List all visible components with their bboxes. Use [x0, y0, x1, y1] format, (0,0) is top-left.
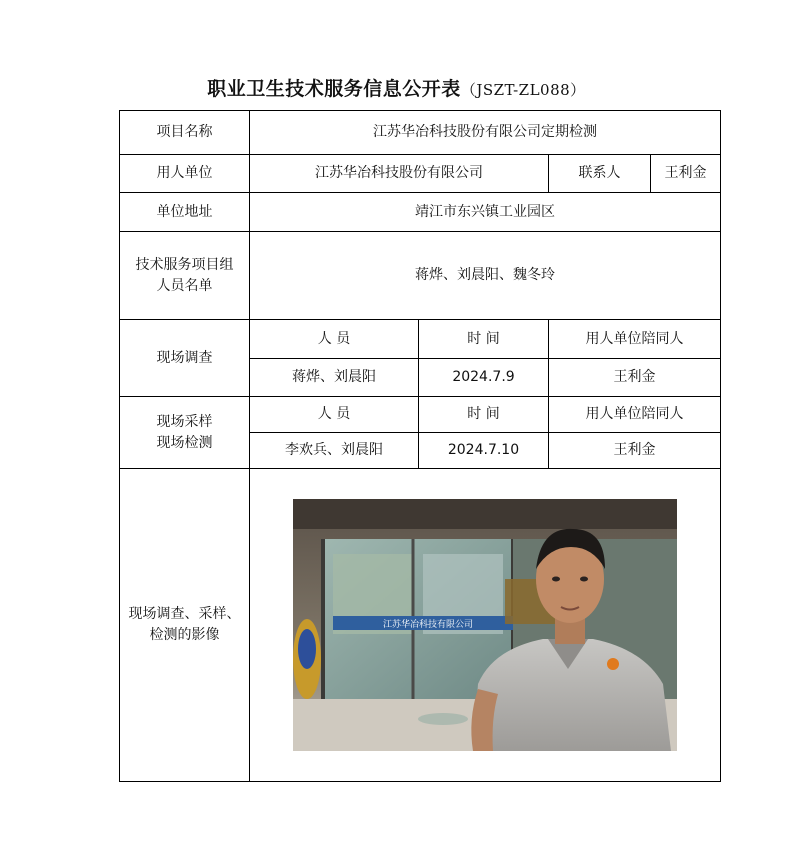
row-survey-header	[120, 320, 721, 359]
sampling-header-time: 时 间	[419, 397, 549, 433]
sampling-time: 2024.7.10	[419, 433, 549, 469]
survey-time: 2024.7.9	[419, 359, 549, 397]
door-sign-text: 江苏华冶科技有限公司	[383, 620, 474, 630]
row-sampling-header	[120, 397, 721, 433]
row-team	[120, 232, 721, 320]
info-table	[119, 110, 721, 782]
row-project	[120, 111, 721, 155]
images-label-line2: 检测的影像	[149, 627, 220, 643]
survey-header-personnel: 人 员	[250, 320, 419, 359]
sampling-label-line2: 现场检测	[156, 434, 213, 451]
page-title	[0, 74, 793, 101]
team-label-line2: 人员名单	[156, 277, 213, 294]
team-value: 蒋烨、刘晨阳、魏冬玲	[250, 232, 721, 320]
images-label-line1: 现场调查、采样、	[128, 606, 241, 622]
survey-header-time: 时 间	[419, 320, 549, 359]
employer-label: 用人单位	[120, 155, 250, 193]
survey-header-companion: 用人单位陪同人	[549, 320, 721, 359]
sampling-label	[120, 397, 250, 469]
row-employer	[120, 155, 721, 193]
project-value: 江苏华冶科技股份有限公司定期检测	[250, 111, 721, 155]
site-photo	[293, 499, 677, 751]
sampling-header-companion: 用人单位陪同人	[549, 397, 721, 433]
images-label	[120, 469, 250, 782]
team-label	[120, 232, 250, 320]
contact-value: 王利金	[651, 155, 721, 193]
title-code: （JSZT-ZL088）	[460, 81, 586, 99]
sampling-companion: 王利金	[549, 433, 721, 469]
address-label: 单位地址	[120, 193, 250, 232]
team-label-line1: 技术服务项目组	[135, 256, 234, 273]
survey-label: 现场调查	[120, 320, 250, 397]
row-address	[120, 193, 721, 232]
project-label: 项目名称	[120, 111, 250, 155]
sampling-label-line1: 现场采样	[156, 413, 213, 430]
address-value: 靖江市东兴镇工业园区	[250, 193, 721, 232]
contact-label: 联系人	[549, 155, 651, 193]
employer-value: 江苏华冶科技股份有限公司	[250, 155, 549, 193]
row-images	[120, 469, 721, 782]
sampling-personnel: 李欢兵、刘晨阳	[250, 433, 419, 469]
title-main: 职业卫生技术服务信息公开表	[207, 78, 461, 100]
sampling-header-personnel: 人 员	[250, 397, 419, 433]
images-cell	[250, 469, 721, 782]
survey-companion: 王利金	[549, 359, 721, 397]
survey-personnel: 蒋烨、刘晨阳	[250, 359, 419, 397]
site-photo-graphic	[293, 499, 677, 751]
